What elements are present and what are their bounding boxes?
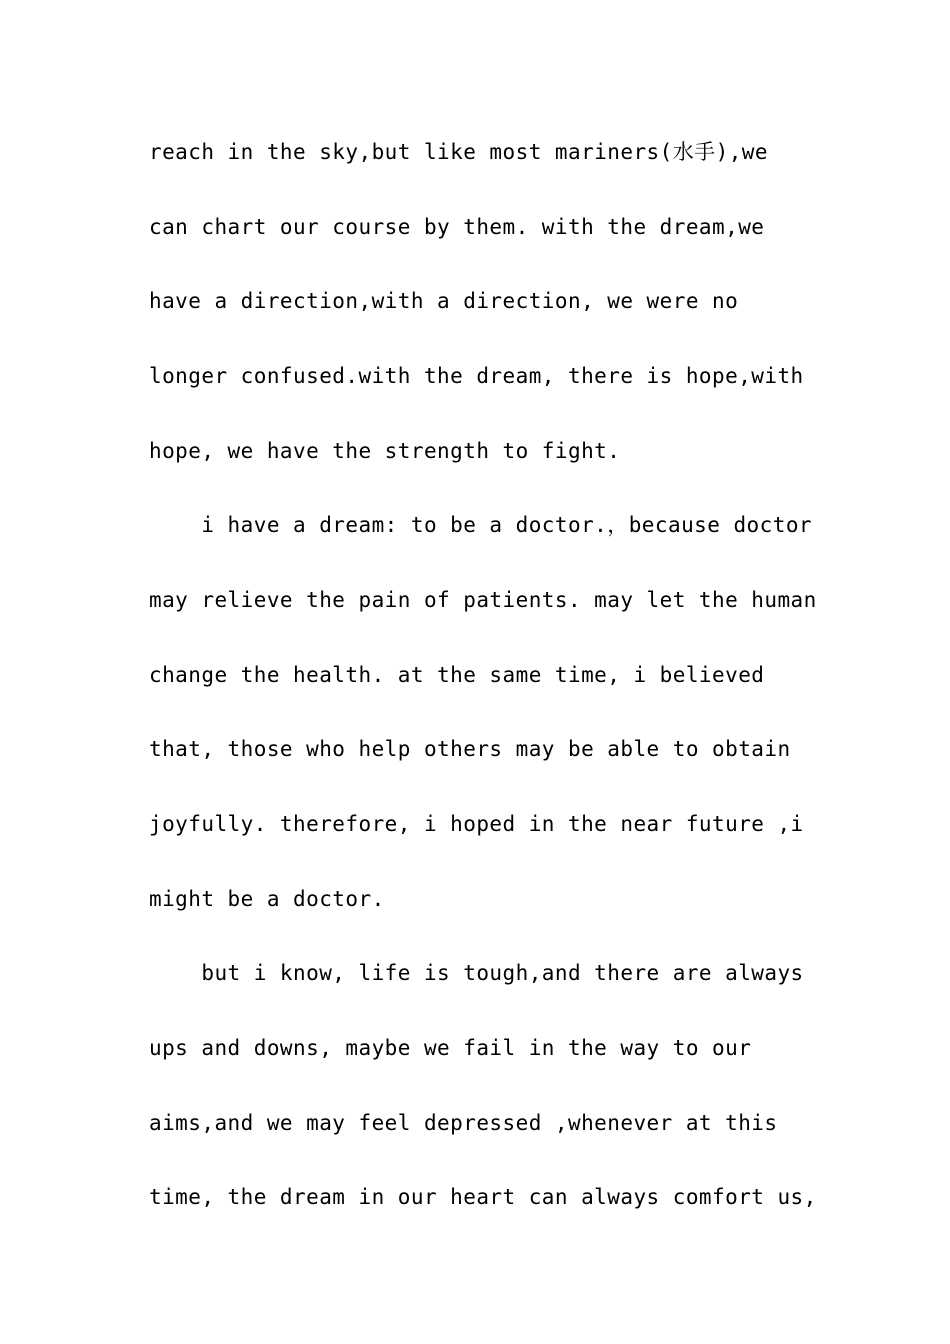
text-line: but i know, life is tough,and there are always [149,961,804,985]
text-line: may relieve the pain of patients. may let the human [149,588,817,612]
text-line: change the health. at the same time, i believed [149,663,765,687]
text-line: might be a doctor. [149,887,385,911]
text-line: longer confused.with the dream, there is hope,with [149,364,804,388]
text-line: can chart our course by them. with the dream,we [149,215,765,239]
text-line: hope, we have the strength to fight. [149,439,621,463]
text-line: have a direction,with a direction, we were no [149,289,739,313]
text-line: that, those who help others may be able to obtain [149,737,791,761]
text-line: i have a dream: to be a doctor.，because doctor [149,513,813,537]
text-line: joyfully. therefore, i hoped in the near future ,i [149,812,804,836]
text-line: aims,and we may feel depressed ,whenever at this [149,1111,778,1135]
text-line: reach in the sky,but like most mariners(水手),we [149,140,768,164]
text-line: ups and downs, maybe we fail in the way to our [149,1036,752,1060]
text-line: time, the dream in our heart can always comfort us, [149,1185,817,1209]
